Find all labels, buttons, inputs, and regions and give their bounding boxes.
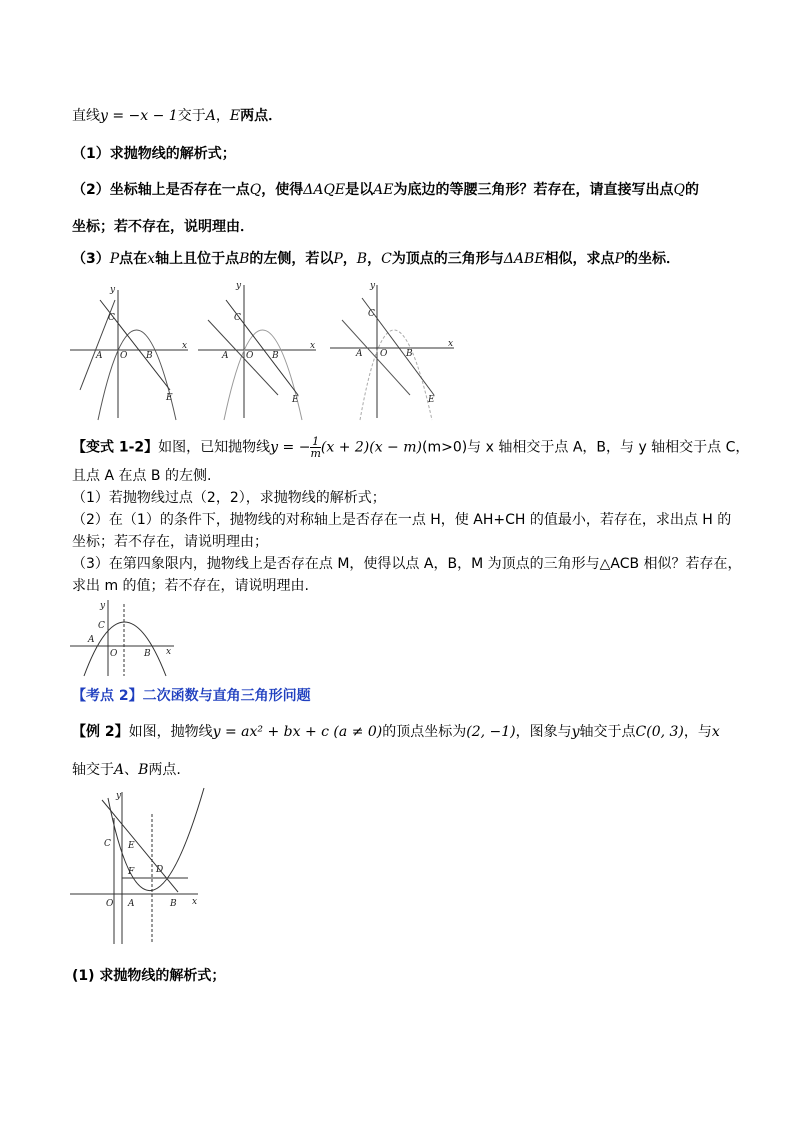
figure-example-2 — [70, 788, 210, 948]
question-3: （3）P点在x轴上且位于点B的左侧，若以P，B，C为顶点的三角形与ΔABE相似，求点P的坐标． — [72, 251, 680, 267]
svg-text:C: C — [234, 313, 241, 323]
svg-text:E: E — [428, 395, 435, 405]
figure-parabola-small — [70, 598, 180, 678]
svg-text:E: E — [128, 841, 135, 851]
svg-text:x: x — [166, 647, 172, 657]
svg-text:B: B — [144, 649, 151, 659]
svg-text:A: A — [222, 351, 229, 361]
variant-1-2-q3-cont: 求出 m 的值；若不存在，请说明理由. — [72, 578, 309, 594]
question-2: （2）坐标轴上是否存在一点Q，使得ΔAQE是以AE为底边的等腰三角形？若存在，请直接写出点Q的 — [72, 182, 699, 198]
svg-text:A: A — [356, 349, 363, 359]
svg-text:x: x — [192, 897, 198, 907]
variant-1-2-q2: （2）在（1）的条件下，抛物线的对称轴上是否存在一点 H，使 AH+CH 的值最小，若存在，求出点 H 的 — [72, 512, 732, 528]
svg-text:B: B — [170, 899, 177, 909]
question-1: （1）求抛物线的解析式； — [72, 146, 236, 162]
svg-text:O: O — [246, 351, 254, 361]
svg-text:C: C — [368, 309, 375, 319]
line-intersect-text: 直线y = −x − 1交于A，E两点． — [72, 108, 283, 124]
svg-text:C: C — [108, 313, 115, 323]
svg-text:A: A — [96, 351, 103, 361]
svg-text:A: A — [128, 899, 135, 909]
svg-text:O: O — [106, 899, 114, 909]
svg-text:y: y — [100, 601, 106, 611]
svg-text:O: O — [380, 349, 388, 359]
svg-text:E: E — [292, 395, 299, 405]
svg-text:B: B — [272, 351, 279, 361]
svg-text:y: y — [110, 285, 116, 295]
svg-text:B: B — [406, 349, 413, 359]
svg-text:O: O — [110, 649, 118, 659]
svg-text:B: B — [146, 351, 153, 361]
svg-text:E: E — [166, 393, 173, 403]
svg-text:A: A — [88, 635, 95, 645]
svg-text:C: C — [98, 621, 105, 631]
svg-text:y: y — [370, 281, 376, 291]
svg-text:x: x — [448, 339, 454, 349]
key-point-2-heading: 【考点 2】二次函数与直角三角形问题 — [72, 688, 311, 704]
svg-text:C: C — [104, 839, 111, 849]
svg-text:x: x — [182, 341, 188, 351]
svg-text:x: x — [310, 341, 316, 351]
variant-1-2-q3: （3）在第四象限内，抛物线上是否存在点 M，使得以点 A，B，M 为顶点的三角形与△ACB 相似？若存在， — [72, 556, 742, 572]
figure-parabola-2 — [198, 280, 328, 420]
svg-text:O: O — [120, 351, 128, 361]
variant-1-2-q2-cont: 坐标；若不存在，请说明理由； — [72, 534, 268, 550]
variant-1-2-q1: （1）若抛物线过点（2，2），求抛物线的解析式； — [72, 490, 386, 506]
svg-text:y: y — [116, 791, 122, 801]
variant-1-2-intro: 【变式 1-2】如图，已知抛物线y = − $\frac{1}{m}$ (x + 2)(x − m)(m>0)与 x 轴相交于点 A，B，与 y 轴相交于点 C， — [72, 435, 750, 460]
example-2-line2: 轴交于A、B两点. — [72, 762, 181, 778]
svg-text:D: D — [156, 865, 164, 875]
figure-parabola-3 — [330, 280, 460, 420]
example-2-intro: 【例 2】如图，抛物线y = ax² + bx + c (a ≠ 0)的顶点坐标为(2, −1)，图象与y轴交于点C(0, 3)，与x — [72, 724, 720, 740]
svg-text:F: F — [128, 867, 135, 877]
example-2-q1: (1) 求抛物线的解析式； — [72, 968, 226, 984]
figure-parabola-1 — [70, 280, 200, 420]
question-2-cont: 坐标；若不存在，说明理由． — [72, 219, 254, 235]
svg-text:y: y — [236, 281, 242, 291]
variant-1-2-line2: 且点 A 在点 B 的左侧. — [72, 468, 212, 484]
fraction: $\frac{1}{m}$ — [310, 435, 321, 460]
